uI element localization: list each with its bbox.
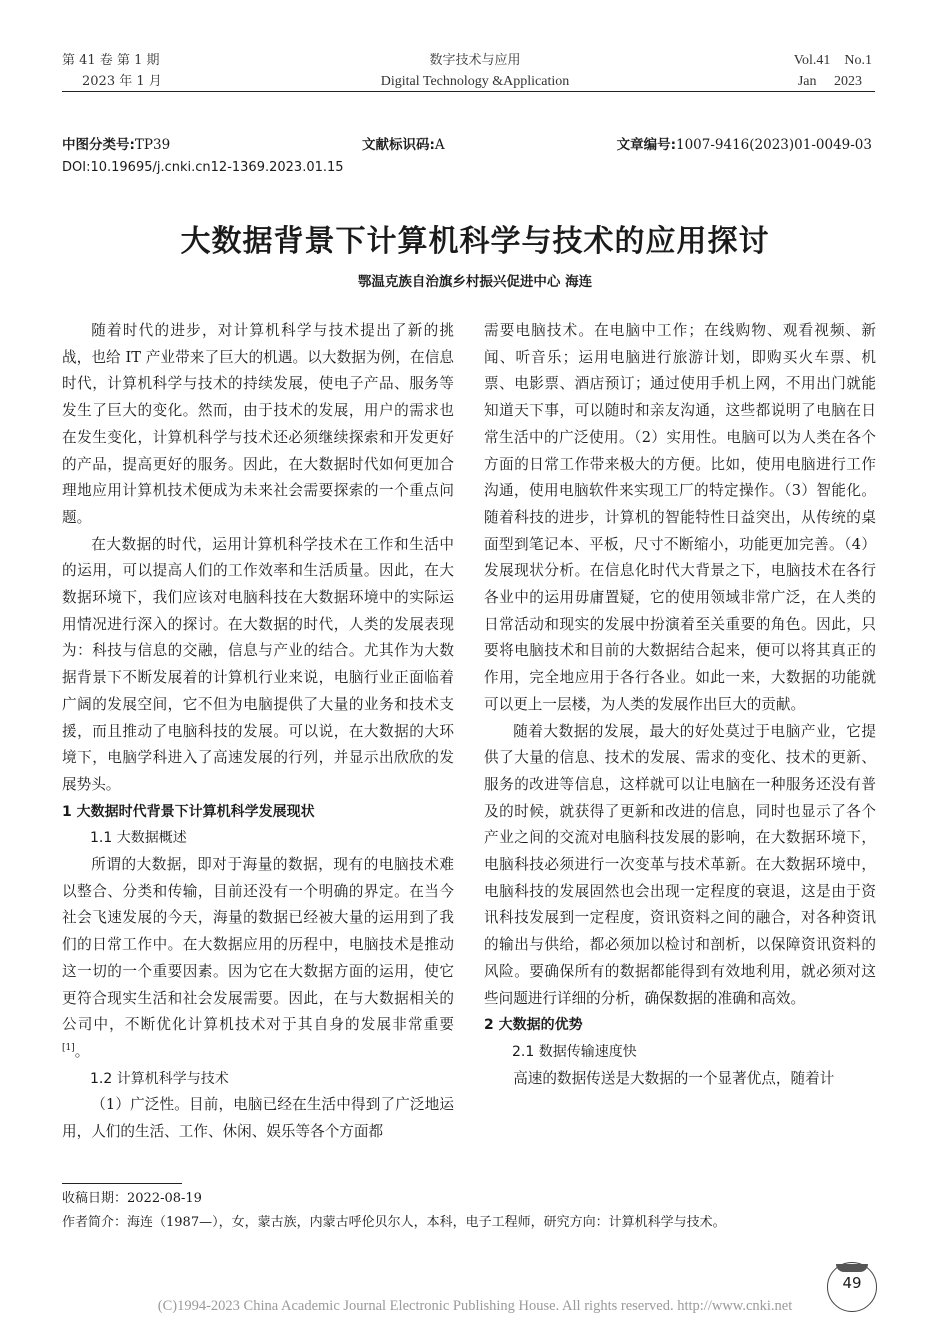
header-volume-en: Vol.41 No.1 <box>793 53 872 68</box>
header-date-en: Jan 2023 <box>797 74 862 89</box>
document-code <box>362 136 445 154</box>
right-column <box>484 318 876 1092</box>
subsection-heading: 1.1 大数据概述 <box>90 830 187 847</box>
clc-label: 中图分类号: <box>62 137 135 153</box>
doc-code-value: A <box>434 137 445 153</box>
subsection-heading: 1.2 计算机科学与技术 <box>90 1070 229 1087</box>
article-no-label: 文章编号: <box>616 137 676 153</box>
copyright-notice: (C)1994-2023 China Academic Journal Electronic Publishing House. All rights reserved. http://www.cnki.net <box>157 1298 793 1314</box>
header-rule <box>62 91 875 92</box>
header-volume-issue: 第 41 卷 第 1 期 <box>62 53 160 68</box>
paragraph: 随着时代的进步，对计算机科学与技术提出了新的挑战，也给 IT 产业带来了巨大的机遇。以大数据为例，在信息时代，计算机科学与技术的持续发展，使电子产品、服务等发生了巨大的变化。然而，由于技术的发展，用户的需求也在发生变化，计算机科学与技术还必须继续探索和开发更好的产品，提高更好的服务。因此，在大数据时代如何更加合理地应用计算机技术便成为未来社会需要探索的一个重点问题。 <box>62 322 454 526</box>
paragraph: 需要电脑技术。在电脑中工作；在线购物、观看视频、新闻、听音乐；运用电脑进行旅游计划，即购买火车票、机票、电影票、酒店预订；通过使用手机上网，不用出门就能知道天下事，可以随时和亲友沟通，这些都说明了电脑在日常生活中的广泛使用。（2）实用性。电脑可以为人类在各个方面的日常工作带来极大的方便。比如，使用电脑进行工作沟通，使用电脑软件来实现工厂的特定操作。（3）智能化。随着科技的进步，计算机的智能特性日益突出，从传统的桌面型到笔记本、平板，尺寸不断缩小，功能更加完善。（4）发展现状分析。在信息化时代大背景之下，电脑技术在各行各业中的运用毋庸置疑，它的使用领域非常广泛，在人类的日常活动和现实的发展中扮演着至关重要的角色。因此，只要将电脑技术和目前的大数据结合起来，便可以将其真正的作用，完全地应用于各行各业。如此一来，大数据的功能就可以更上一层楼，为人类的发展作出巨大的贡献。 <box>484 322 876 713</box>
section-heading: 2 大数据的优势 <box>484 1017 583 1034</box>
page-number: 49 <box>842 1274 862 1292</box>
journal-seal-icon <box>836 1264 868 1272</box>
paper-title: 大数据背景下计算机科学与技术的应用探讨 <box>180 224 770 259</box>
section-heading: 1 大数据时代背景下计算机科学发展现状 <box>62 803 315 820</box>
paragraph: 在大数据的时代，运用计算机科学技术在工作和生活中的运用，可以提高人们的工作效率和生活质量。因此，在大数据环境下，我们应该对电脑科技在大数据环境中的实际运用情况进行深入的探讨。在大数据的时代，人类的发展表现为：科技与信息的交融，信息与产业的结合。尤其作为大数据背景下不断发展着的计算机行业来说，电脑行业正面临着广阔的发展空间，它不但为电脑提供了大量的业务和技术支援，而且推动了电脑科技的发展。可以说，在大数据的大环境下，电脑学科进入了高速发展的行列，并显示出欣欣的发展势头。 <box>62 535 454 793</box>
doi: DOI:10.19695/j.cnki.cn12-1369.2023.01.15 <box>62 160 344 175</box>
footnote-rule <box>62 1183 182 1184</box>
header-date: 2023 年 1 月 <box>82 74 162 89</box>
header-journal-name-en: Digital Technology &Application <box>380 74 570 89</box>
received-date: 收稿日期：2022-08-19 <box>62 1191 202 1206</box>
clc-value: TP39 <box>134 137 171 153</box>
paragraph-end: 。 <box>74 1042 90 1060</box>
paragraph <box>62 852 454 1066</box>
citation-ref: [1] <box>62 1043 75 1054</box>
paragraph: 高速的数据传送是大数据的一个显著优点，随着计 <box>513 1069 835 1087</box>
header-journal-name: 数字技术与应用 <box>429 53 521 68</box>
article-no-value: 1007-9416(2023)01-0049-03 <box>675 137 872 153</box>
author-bio: 作者简介：海连（1987—），女，蒙古族，内蒙古呼伦贝尔人，本科，电子工程师，研究方向：计算机科学与技术。 <box>62 1215 726 1230</box>
subsection-heading: 2.1 数据传输速度快 <box>512 1043 637 1060</box>
doc-code-label: 文献标识码: <box>362 137 435 153</box>
left-column <box>62 318 454 1146</box>
clc-number <box>62 136 170 154</box>
paragraph: 随着大数据的发展，最大的好处莫过于电脑产业，它提供了大量的信息、技术的发展、需求的变化、技术的更新、服务的改进等信息，这样就可以让电脑在一种服务还没有普及的时候，就获得了更新和改进的信息，同时也显示了各个产业之间的交流对电脑科技发展的影响，在大数据环境下，电脑科技必须进行一次变革与技术革新。在大数据环境中，电脑科技的发展固然也会出现一定程度的衰退，这是由于资讯科技发展到一定程度，资讯资料之间的融合，对各种资讯的输出与供给，都必须加以检讨和剖析，以保障资讯资料的风险。要确保所有的数据都能得到有效地利用，就必须对这些问题进行详细的分析，确保数据的准确和高效。 <box>484 722 876 1007</box>
paragraph: （1）广泛性。目前，电脑已经在生活中得到了广泛地运用，人们的生活、工作、休闲、娱乐等各个方面都 <box>62 1096 454 1141</box>
article-number <box>617 136 872 154</box>
author-affiliation: 鄂温克族自治旗乡村振兴促进中心 海连 <box>357 274 593 290</box>
paragraph-text: 所谓的大数据，即对于海量的数据，现有的电脑技术难以整合、分类和传输，目前还没有一个明确的界定。在当今社会飞速发展的今天，海量的数据已经被大量的运用到了我们的日常工作中。在大数据应用的历程中，电脑技术是推动这一切的一个重要因素。因为它在大数据方面的运用，使它更符合现实生活和社会发展需要。因此，在与大数据相关的公司中，不断优化计算机技术对于其自身的发展非常重要 <box>62 856 454 1034</box>
